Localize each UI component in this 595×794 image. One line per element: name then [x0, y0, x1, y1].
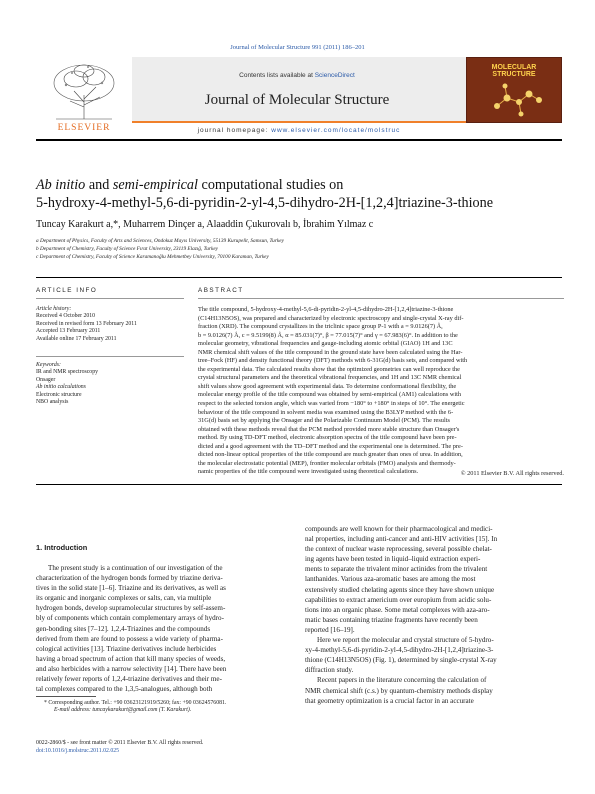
article-info-rule	[36, 298, 184, 299]
footnote-rule	[36, 696, 96, 697]
abstract-end-rule	[36, 484, 562, 485]
issn-line: 0022-2860/$ - see front matter © 2011 Elsevier B.V. All rights reserved.	[36, 740, 204, 746]
abstract-text: The title compound, 5-hydroxy-4-methyl-5,6-di-pyridin-2-yl-4,5-dihydro-2H-[1,2,4]triazine-3-thione (C14H13N5OS), was prepared and characterized by electronic spectroscopy and single-crystal X-ray dif- fraction (XRD). The compound crystallizes in the triclinic space group P-1 with a = 9.0126(7) Å, b = 9.0126(7) Å, c = 9.5199(8) Å, α = 85.031(7)°, β = 77.015(7)° and γ = 67.983(6)°. In addition to the molecular geometry, vibrational frequencies and gauge-including atomic orbital (GIAO) 1H and 13C NMR chemical shift values of the title compound in the ground state have been calculated using the Har- tree–Fock (HF) and density functional theory (DFT) methods with 6-31G(d) basis sets, and compared with the experimental data. The calculated results show that the optimized geometries can well reproduce the crystal structural parameters and the theoretical vibrational frequencies, and 1H and 13C NMR chemical shift values show good agreement with experimental data. To determine conformational flexibility, the molecular energy profile of the title compound was obtained by semi-empirical (AM1) calculations with respect to the selected torsion angle, which was varied from −180° to +180° in steps of 10°. The energetic behaviour of the title compound in solvent media was examined using the B3LYP method with the 6- 31G(d) basis set by applying the Onsager and the Polarizable Continuum Model (PCM). The results obtained with these methods reveal that the PCM method provided more stable structure than Onsager's method. By using TD-DFT method, electronic absorption spectra of the title compound have been pre- dicted and a good agreement with the TD–DFT method and the experimental one is determined. The pre- dicted non-linear optical properties of the title compound are much greater than ones of urea. In addition, the molecular electrostatic potential (MEP), frontier molecular orbitals (FMO) analysis and thermody- namic properties of the title compound were investigated using theoretical calculations.	[198, 306, 468, 476]
contents-line	[132, 72, 462, 79]
body-right-column: compounds are well known for their pharmacological and medici- nal properties, including anti-cancer and anti-HIV activities [15]. In the context of nuclear waste reprocessing, several possible chelat- ing agents have been tested in liquid–liquid extraction experi- ments to separate the trivalent minor actinides from the trivalent lanthanides. Various aza-aromatic bases are among the most extensively studied chelating agents since they have shown unique capabilities to extract americium over europium from acidic solu- tions into an organic phase. Some metal complexes with aza-aro- matic bases containing triazine fragments have recently been reported [16–19]. Here we report the molecular and crystal structure of 5-hydro- xy-4-methyl-5,6-di-pyridin-2-yl-4,5-dihydro-2H-[1,2,4]triazine-3- thione (C14H13N5OS) (Fig. 1), determined by single-crystal X-ray diffraction study. Recent papers in the literature concerning the calculation of NMR chemical shift (c.s.) by quantum-chemistry methods display that geometry optimization is a crucial factor in an accurate	[305, 525, 498, 705]
email-footnote[interactable]: E-mail address: tuncaykarakurt@gmail.com (T. Karakurt).	[54, 707, 192, 714]
contents-prefix: Contents lists available at	[239, 72, 313, 79]
tree-logo-icon	[36, 57, 132, 123]
abstract-rule	[198, 298, 564, 299]
footnotes: * Corresponding author. Tel.: +90 03623121919/5260; fax: +90 03624576081. E-mail address: tuncaykarakurt@gmail.com (T. Karakurt).	[36, 700, 292, 715]
homepage-link[interactable]: www.elsevier.com/locate/molstruc	[271, 127, 401, 134]
cover-title: MOLECULAR STRUCTURE	[491, 64, 537, 78]
homepage-prefix: journal homepage:	[197, 127, 269, 134]
copyright-notice: © 2011 Elsevier B.V. All rights reserved.	[460, 470, 564, 477]
affiliation-b: b Department of Chemistry, Faculty of Science Fırat University, 23119 Elazığ, Turkey	[36, 246, 219, 252]
body-left-column: The present study is a continuation of our investigation of the characterization of the hydrogen bonds formed by triazine deriva- tives in the solid state [1–6]. Triazine and its derivatives, as well as its organic and inorganic complexes or salts, can, via multiple hydrogen bonds, develop supramolecular structures by self-assem- bly of components which contain complementary arrays of hydro- gen-bonding sites [7–12]. 1,2,4-Triazines and the compounds derived from them are found to possess a wide variety of pharma- cological activities [13]. Triazine derivatives include herbicides having a broad spectrum of action that kill many species of weeds, and also herbicides with a narrow selectivity [14]. There have been relatively fewer reports of 1,2,4-triazine derivatives and their me- tal complexes compared to the 1,3,5-analogues, although both	[36, 564, 227, 694]
journal-reference[interactable]: Journal of Molecular Structure 991 (2011) 186–201	[230, 44, 365, 51]
header-rule	[36, 139, 562, 141]
keywords: Keywords: IR and NMR spectroscopy Onsager Ab initio calculations Electronic structure NBO analysis	[36, 362, 98, 406]
history-rule	[36, 356, 184, 357]
author-list: Tuncay Karakurt a,*, Muharrem Dinçer a, Alaaddin Çukurovalı b, İbrahim Yılmaz c	[36, 219, 374, 230]
affiliation-a: a Department of Physics, Faculty of Arts and Sciences, Ondokuz Mayıs University, 55139 Kurupelit, Samsun, Turkey	[36, 238, 284, 244]
section-title: 1. Introduction	[36, 543, 88, 552]
abstract-heading: ABSTRACT	[198, 287, 244, 294]
elsevier-logo	[36, 57, 132, 123]
sciencedirect-link[interactable]: ScienceDirect	[314, 72, 355, 79]
doi-link[interactable]: doi:10.1016/j.molstruc.2011.02.025	[36, 748, 120, 754]
article-title: Ab initio and semi-empirical computational studies on 5-hydroxy-4-methyl-5,6-di-pyridin-2-yl-4,5-dihydro-2H-[1,2,4]triazine-3-thione	[36, 177, 494, 211]
affiliation-c: c Department of Chemistry, Faculty of Science Karamanoğlu Mehmetbey University, 70100 Karaman, Turkey	[36, 254, 269, 260]
journal-name: Journal of Molecular Structure	[204, 92, 390, 108]
publisher-name: ELSEVIER	[57, 123, 111, 133]
article-info-heading: ARTICLE INFO	[36, 287, 98, 294]
affiliation-rule	[36, 277, 562, 278]
journal-homepage	[36, 127, 562, 134]
article-history: Article history: Received 4 October 2010 Received in revised form 13 February 2011 Accepted 13 February 2011 Available online 17 February 2011	[36, 306, 137, 342]
